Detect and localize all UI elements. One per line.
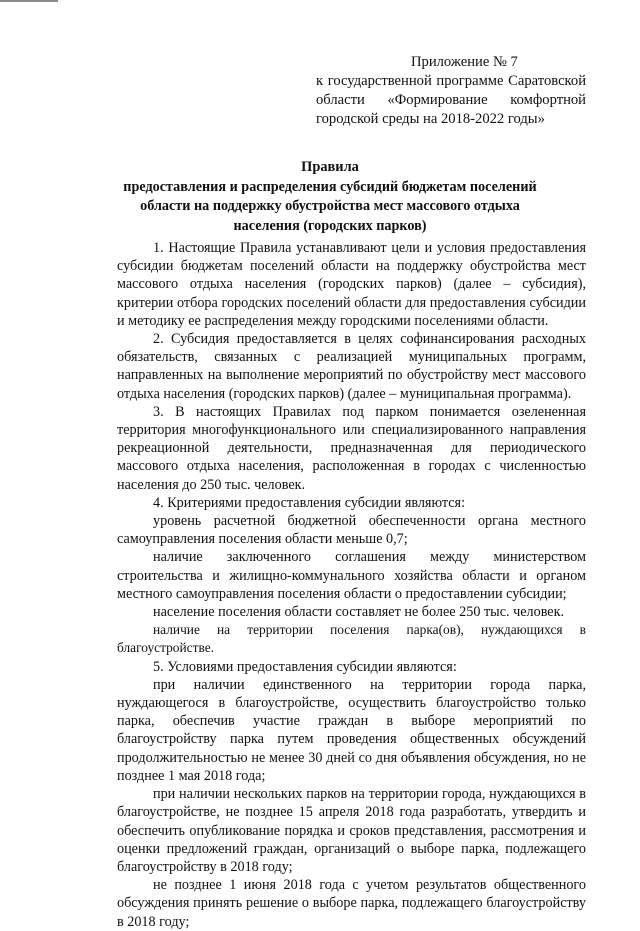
- annex-reference: к государственной программе Саратовской области «Формирование комфортной городской среды на 2018-2022 годы»: [316, 73, 586, 127]
- paragraph-2: 2. Субсидия предоставляется в целях софинансирования расходных обязательств, связанных с реализацией муниципальных программ, направленных на выполнение мероприятий по обустройству мест массового отдыха населения (городских парков) (далее – муниципальная программа).: [117, 331, 586, 402]
- criterion-population: население поселения области составляет не более 250 тыс. человек.: [153, 604, 565, 621]
- document-body: [117, 239, 586, 931]
- paragraph-1: 1. Настоящие Правила устанавливают цели и условия предоставления субсидии бюджетам поселений области на поддержку обустройства мест массового отдыха населения (городских парков) (далее – субсидия), критерии отбора городских поселений области для предоставления субсидии и методику ее распределения между городскими поселениями области.: [117, 240, 586, 329]
- document-title: Правила: [301, 159, 359, 175]
- annex-title: Приложение № 7: [411, 54, 518, 70]
- document-subtitle: предоставления и распределения субсидий бюджетам поселений области на поддержку обустройства мест массового отдыха населения (городских парков): [123, 178, 537, 234]
- paragraph-4: 4. Критериями предоставления субсидии являются:: [153, 494, 466, 511]
- paragraph-5: 5. Условиями предоставления субсидии являются:: [153, 658, 457, 675]
- condition-single-park: при наличии единственного на территории города парка, нуждающегося в благоустройстве, осуществить благоустройство только парка, обеспечив участие граждан в выборе мероприятий по благоустройству парка путем проведения общественных обсуждений продолжительностью не менее 30 дней со дня объявления обсуждения, но не позднее 1 мая 2018 года;: [117, 676, 586, 784]
- criterion-budget: уровень расчетной бюджетной обеспеченности органа местного самоуправления поселения области меньше 0,7;: [117, 513, 586, 548]
- scan-edge-mark: [0, 0, 58, 2]
- condition-decision: не позднее 1 июня 2018 года с учетом результатов общественного обсуждения принять решение о выборе парка, подлежащего благоустройству в 2018 году;: [117, 877, 586, 930]
- condition-several-parks: при наличии нескольких парков на территории города, нуждающихся в благоустройстве, не позднее 15 апреля 2018 года разработать, утвердить и обеспечить опубликование порядка и сроков представления, рассмотрения и оценки предложений граждан, организаций о выборе парка, подлежащего благоустройству в 2018 году;: [117, 786, 586, 875]
- document-heading: [120, 158, 540, 236]
- paragraph-3: 3. В настоящих Правилах под парком понимается озелененная территория многофункционального или специализированного направления рекреационной деятельности, предназначенная для периодического массового отдыха населения, расположенная в городах с численностью населения до 250 тыс. человек.: [117, 403, 586, 493]
- criterion-parks: наличие на территории поселения парка(ов), нуждающихся в благоустройстве.: [117, 622, 586, 656]
- criterion-agreement: наличие заключенного соглашения между министерством строительства и жилищно-коммунального хозяйства области и органом местного самоуправления поселения области о предоставлении субсидии;: [117, 549, 586, 602]
- annex-block: [316, 53, 586, 129]
